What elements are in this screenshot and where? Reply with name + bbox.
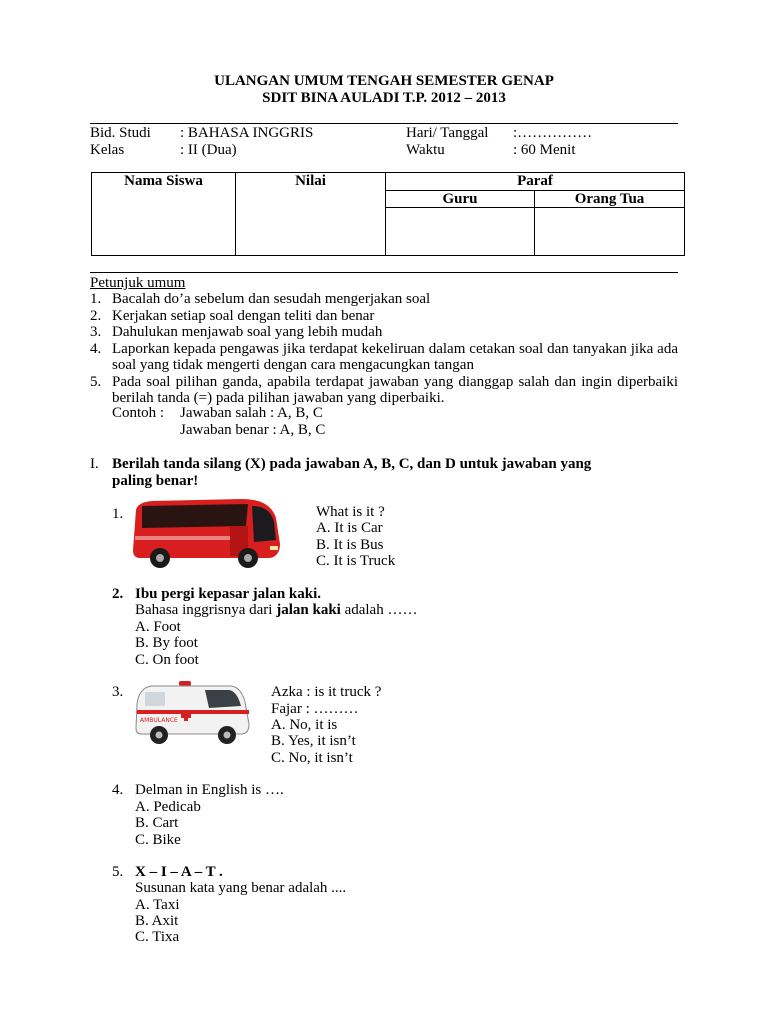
contoh-label: Contoh :	[112, 405, 165, 421]
instructions-list	[90, 291, 678, 407]
svg-text:AMBULANCE: AMBULANCE	[140, 717, 178, 724]
guru-signature-cell[interactable]	[386, 208, 535, 256]
q2-number: 2.	[112, 586, 124, 602]
top-divider	[90, 123, 678, 124]
q5-option-c[interactable]: C. Tixa	[135, 929, 180, 945]
q1-option-b[interactable]: B. It is Bus	[316, 537, 384, 553]
contoh-salah: Jawaban salah : A, B, C	[180, 405, 323, 421]
waktu-value: : 60 Menit	[513, 142, 576, 158]
q4-option-a[interactable]: A. Pedicab	[135, 799, 201, 815]
q1-option-a[interactable]: A. It is Car	[316, 520, 383, 536]
paraf-header: Paraf	[386, 173, 685, 191]
instruction-item: 1. Bacalah do’a sebelum dan sesudah mengerjakan soal	[90, 291, 431, 307]
q3-option-c[interactable]: C. No, it isn’t	[271, 750, 353, 766]
bid-studi-value: : BAHASA INGGRIS	[180, 125, 314, 141]
q3-option-a[interactable]: A. No, it is	[271, 717, 338, 733]
ambulance-image	[133, 678, 253, 750]
bus-image	[130, 496, 282, 572]
q2-subquestion: Bahasa inggrisnya dari jalan kaki adalah ……	[135, 602, 418, 618]
kelas-value: : II (Dua)	[180, 142, 237, 158]
q5-option-b[interactable]: B. Axit	[135, 913, 179, 929]
instructions-heading: Petunjuk umum	[90, 275, 186, 291]
school-title: SDIT BINA AULADI T.P. 2012 – 2013	[262, 90, 506, 106]
q5-question: X – I – A – T .	[135, 864, 223, 880]
q3-option-b[interactable]: B. Yes, it isn’t	[271, 733, 356, 749]
hari-label: Hari/ Tanggal	[406, 125, 489, 141]
instruction-item: 2. Kerjakan setiap soal dengan teliti dan benar	[90, 307, 375, 324]
bus-icon	[130, 496, 282, 572]
instruction-item: 4. Laporkan kepada pengawas jika terdapat kekeliruan dalam cetakan soal dan tanyakan jika ada soal yang tidak mengerti dengan cara mengacungkan tangan	[90, 340, 678, 373]
q4-number: 4.	[112, 782, 124, 798]
instruction-item: 5. Pada soal pilihan ganda, apabila terdapat jawaban yang dianggap salah dan ingin diperbaiki berilah tanda (=) pada pilihan jawaban yang diperbaiki.	[90, 373, 678, 406]
q1-question: What is it ?	[316, 504, 385, 520]
signature-table	[91, 172, 685, 256]
orang-tua-signature-cell[interactable]	[535, 208, 685, 256]
q2-question: Ibu pergi kepasar jalan kaki.	[135, 586, 322, 602]
nilai-header: Nilai	[295, 173, 326, 189]
section-instruction-cont: paling benar!	[112, 473, 199, 489]
middle-divider	[90, 272, 678, 273]
orang-tua-header: Orang Tua	[535, 190, 685, 208]
kelas-label: Kelas	[90, 142, 125, 158]
q4-question: Delman in English is ….	[135, 782, 284, 798]
q3-number: 3.	[112, 684, 124, 700]
q5-number: 5.	[112, 864, 124, 880]
q4-option-b[interactable]: B. Cart	[135, 815, 179, 831]
guru-header: Guru	[386, 190, 535, 208]
contoh-benar: Jawaban benar : A, B, C	[180, 422, 326, 438]
q2-option-c[interactable]: C. On foot	[135, 652, 199, 668]
hari-value: :……………	[513, 125, 593, 141]
section-roman: I.	[90, 456, 99, 472]
q5-subquestion: Susunan kata yang benar adalah ....	[135, 880, 347, 896]
exam-title: ULANGAN UMUM TENGAH SEMESTER GENAP	[214, 73, 554, 89]
q3-line2: Fajar : ………	[271, 701, 359, 717]
q1-number: 1.	[112, 506, 124, 522]
bid-studi-label: Bid. Studi	[90, 125, 151, 141]
section-instruction: Berilah tanda silang (X) pada jawaban A, B, C, dan D untuk jawaban yang	[112, 456, 592, 472]
q1-option-c[interactable]: C. It is Truck	[316, 553, 396, 569]
q4-option-c[interactable]: C. Bike	[135, 832, 181, 848]
nama-siswa-cell[interactable]	[92, 173, 236, 256]
q2-option-b[interactable]: B. By foot	[135, 635, 198, 651]
nilai-cell[interactable]	[236, 173, 386, 256]
waktu-label: Waktu	[406, 142, 445, 158]
instruction-item: 3. Dahulukan menjawab soal yang lebih mudah	[90, 324, 383, 340]
q5-option-a[interactable]: A. Taxi	[135, 897, 180, 913]
q3-line1: Azka : is it truck ?	[271, 684, 382, 700]
ambulance-icon	[133, 678, 253, 750]
q2-option-a[interactable]: A. Foot	[135, 619, 181, 635]
nama-siswa-header: Nama Siswa	[124, 173, 203, 189]
